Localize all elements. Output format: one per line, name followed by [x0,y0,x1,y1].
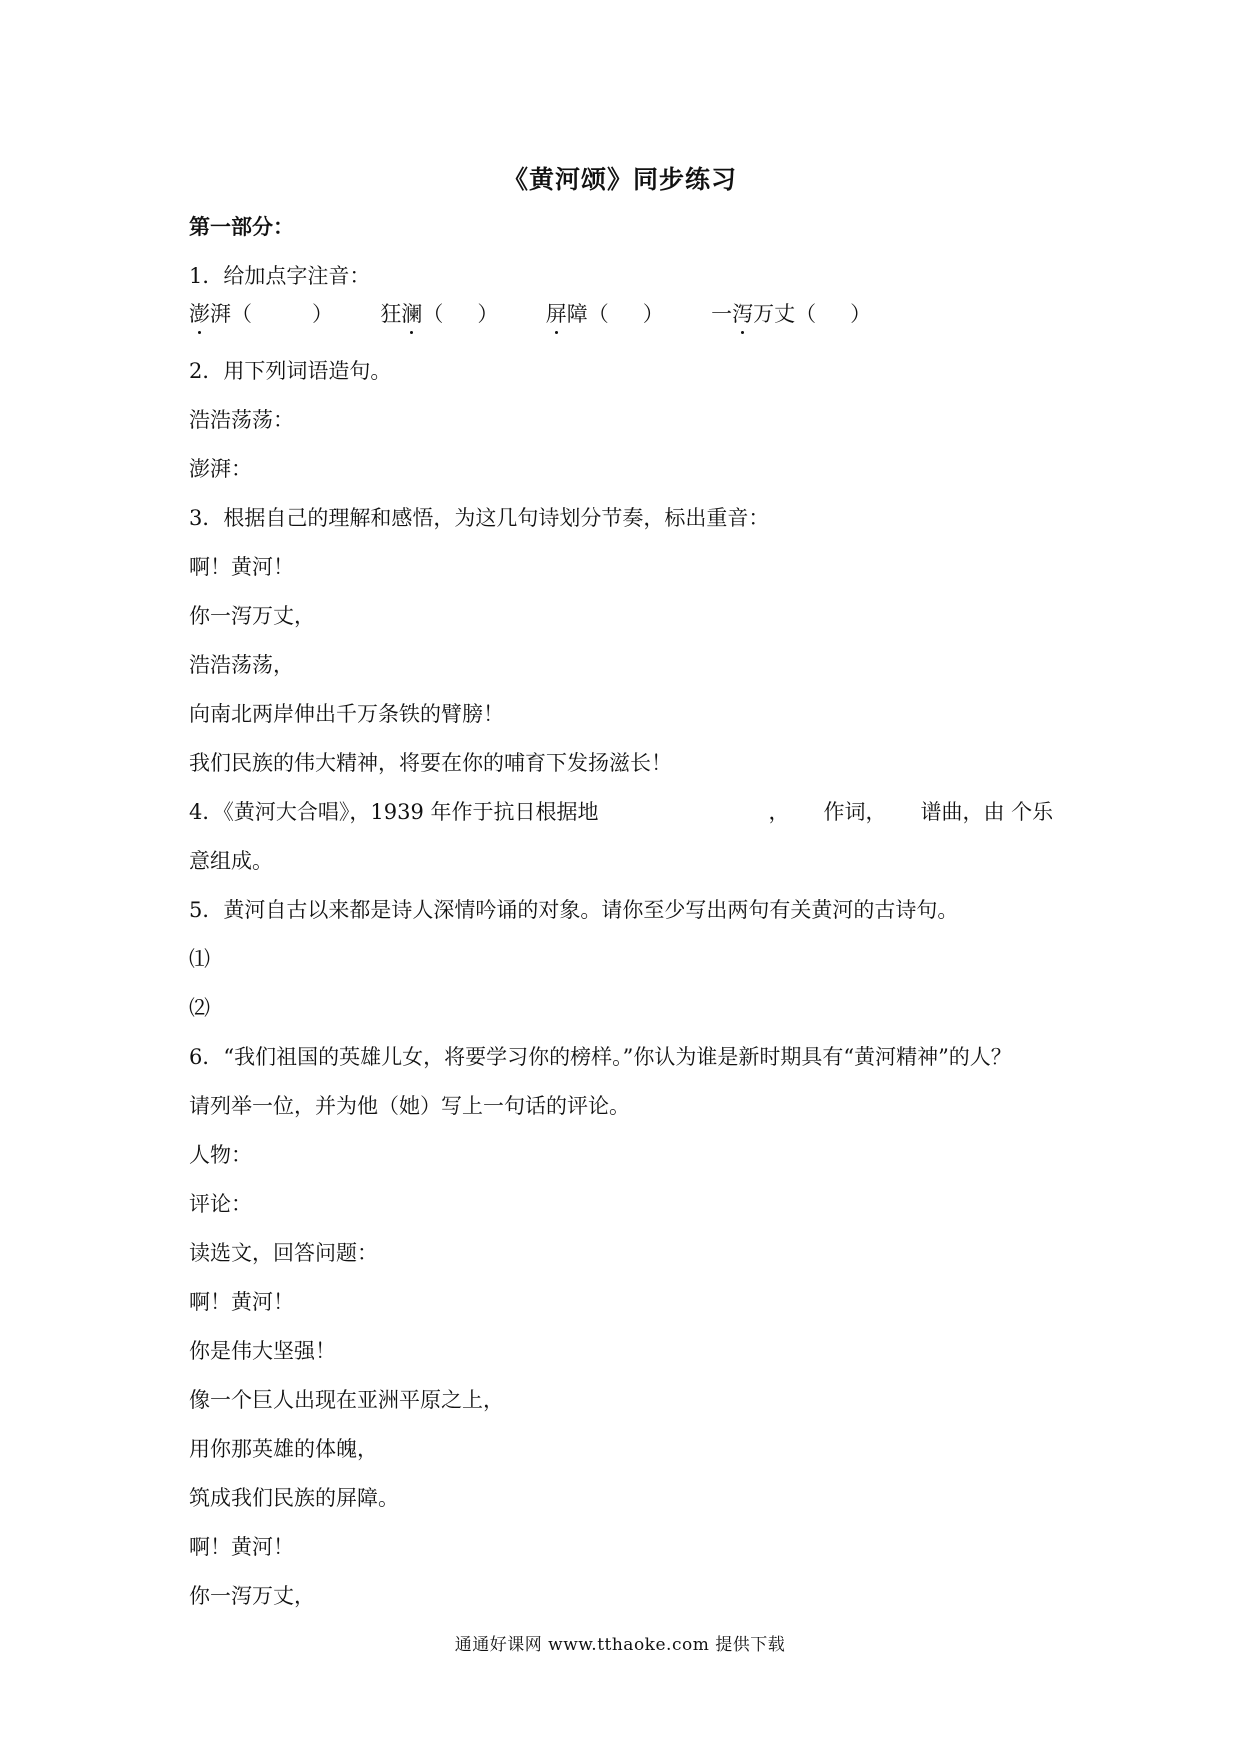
page-footer: 通通好课网 www.tthaoke.com 提供下载 [454,1635,786,1655]
dotted-char: 澎 [189,299,210,329]
pinyin-item-3: 屏障（ ） [546,302,664,326]
question-6-person: 人物： [189,1143,252,1167]
reading-line: 啊！黄河！ [189,1290,294,1314]
question-6-comment: 评论： [189,1192,252,1216]
reading-line: 啊！黄河！ [189,1535,294,1559]
question-1-prompt: 1．给加点字注音： [189,264,371,288]
part-heading: 第一部分： [189,214,294,239]
dotted-char: 澜 [401,299,422,329]
question-5-item-1: ⑴ [189,947,210,971]
question-4-line-2: 意组成。 [189,849,273,873]
pinyin-item-4: 一泻万丈（ ） [711,302,871,326]
poem-line: 向南北两岸伸出千万条铁的臂膀！ [189,702,504,726]
question-5-prompt: 5．黄河自古以来都是诗人深情吟诵的对象。请你至少写出两句有关黄河的古诗句。 [189,898,959,922]
question-1-items [189,299,871,329]
reading-line: 筑成我们民族的屏障。 [189,1486,399,1510]
reading-line: 像一个巨人出现在亚洲平原之上， [189,1388,504,1412]
reading-prompt: 读选文，回答问题： [189,1241,378,1265]
poem-line: 浩浩荡荡， [189,653,294,677]
question-4-line-1: 4．《黄河大合唱》，1939 年作于抗日根据地 ， 作词， 谱曲，由 个乐 [189,800,1054,824]
question-2-word-1: 浩浩荡荡： [189,408,294,432]
poem-line: 啊！黄河！ [189,555,294,579]
dotted-char: 泻 [732,299,753,329]
reading-line: 你一泻万丈， [189,1584,315,1608]
reading-line: 用你那英雄的体魄， [189,1437,378,1461]
question-6-line-1: 6．“我们祖国的英雄儿女，将要学习你的榜样。”你认为谁是新时期具有“黄河精神”的人？ [189,1045,1012,1069]
question-5-item-2: ⑵ [189,996,210,1020]
question-2-word-2: 澎湃： [189,457,252,481]
pinyin-item-2: 狂澜（ ） [380,302,498,326]
poem-line: 我们民族的伟大精神，将要在你的哺育下发扬滋长！ [189,751,672,775]
page-title: 《黄河颂》同步练习 [502,165,737,194]
dotted-char: 屏 [546,299,567,329]
pinyin-item-1: 澎湃（ ） [189,302,333,326]
question-2-prompt: 2．用下列词语造句。 [189,359,392,383]
question-6-line-2: 请列举一位，并为他（她）写上一句话的评论。 [189,1094,630,1118]
question-3-prompt: 3．根据自己的理解和感悟，为这几句诗划分节奏，标出重音： [189,506,770,530]
reading-line: 你是伟大坚强！ [189,1339,336,1363]
poem-line: 你一泻万丈， [189,604,315,628]
